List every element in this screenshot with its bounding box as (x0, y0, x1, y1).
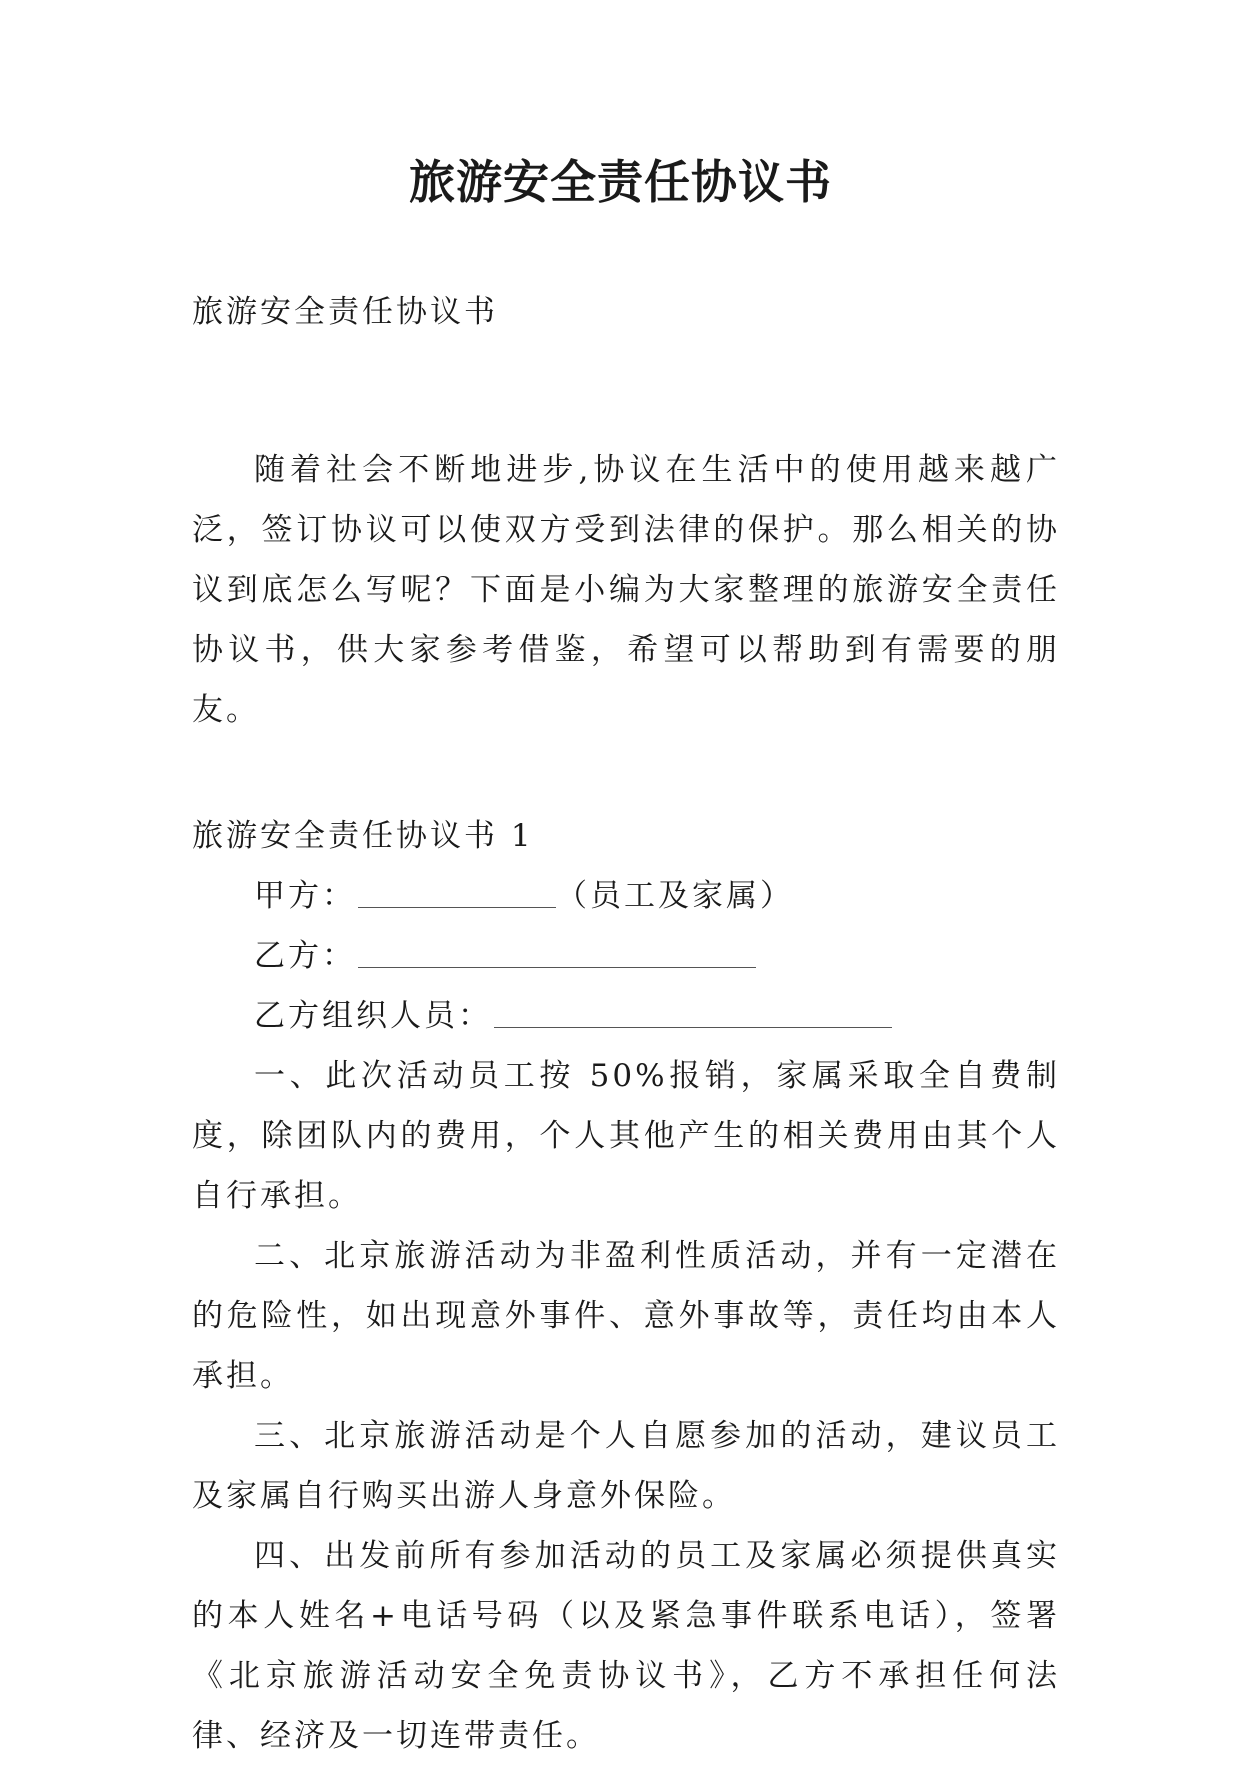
party-b-blank[interactable] (358, 937, 756, 968)
document-body (192, 282, 1060, 1766)
party-a-blank[interactable] (358, 877, 556, 908)
clause-4: 四、出发前所有参加活动的员工及家属必须提供真实的本人姓名+电话号码（以及紧急事件联系电话），签署《北京旅游活动安全免责协议书》，乙方不承担任何法律、经济及一切连带责任。 (192, 1538, 1060, 1754)
intro-paragraph: 随着社会不断地进步,协议在生活中的使用越来越广泛，签订协议可以使双方受到法律的保护。那么相关的协议到底怎么写呢？下面是小编为大家整理的旅游安全责任协议书，供大家参考借鉴，希望可以帮助到有需要的朋友。 (192, 452, 1060, 728)
spacer (192, 740, 1060, 806)
clause-2: 二、北京旅游活动为非盈利性质活动，并有一定潜在的危险性，如出现意外事件、意外事故等，责任均由本人承担。 (192, 1238, 1060, 1394)
party-b-field (192, 926, 1060, 986)
clause-1: 一、此次活动员工按 50%报销，家属采取全自费制度，除团队内的费用，个人其他产生的相关费用由其个人自行承担。 (192, 1058, 1060, 1214)
party-b-label: 乙方： (254, 938, 356, 974)
party-a-label: 甲方： (254, 878, 356, 914)
document-title: 旅游安全责任协议书 (409, 155, 832, 209)
party-b-organizer-blank[interactable] (494, 997, 892, 1028)
section-heading: 旅游安全责任协议书 1 (192, 818, 534, 854)
spacer (192, 342, 1060, 440)
party-b-organizer-field (192, 986, 1060, 1046)
clause-3: 三、北京旅游活动是个人自愿参加的活动，建议员工及家属自行购买出游人身意外保险。 (192, 1418, 1060, 1514)
party-a-note: （员工及家属） (556, 878, 794, 914)
party-b-organizer-label: 乙方组织人员： (254, 998, 492, 1034)
document-subtitle: 旅游安全责任协议书 (192, 294, 498, 330)
party-a-field (192, 866, 1060, 926)
